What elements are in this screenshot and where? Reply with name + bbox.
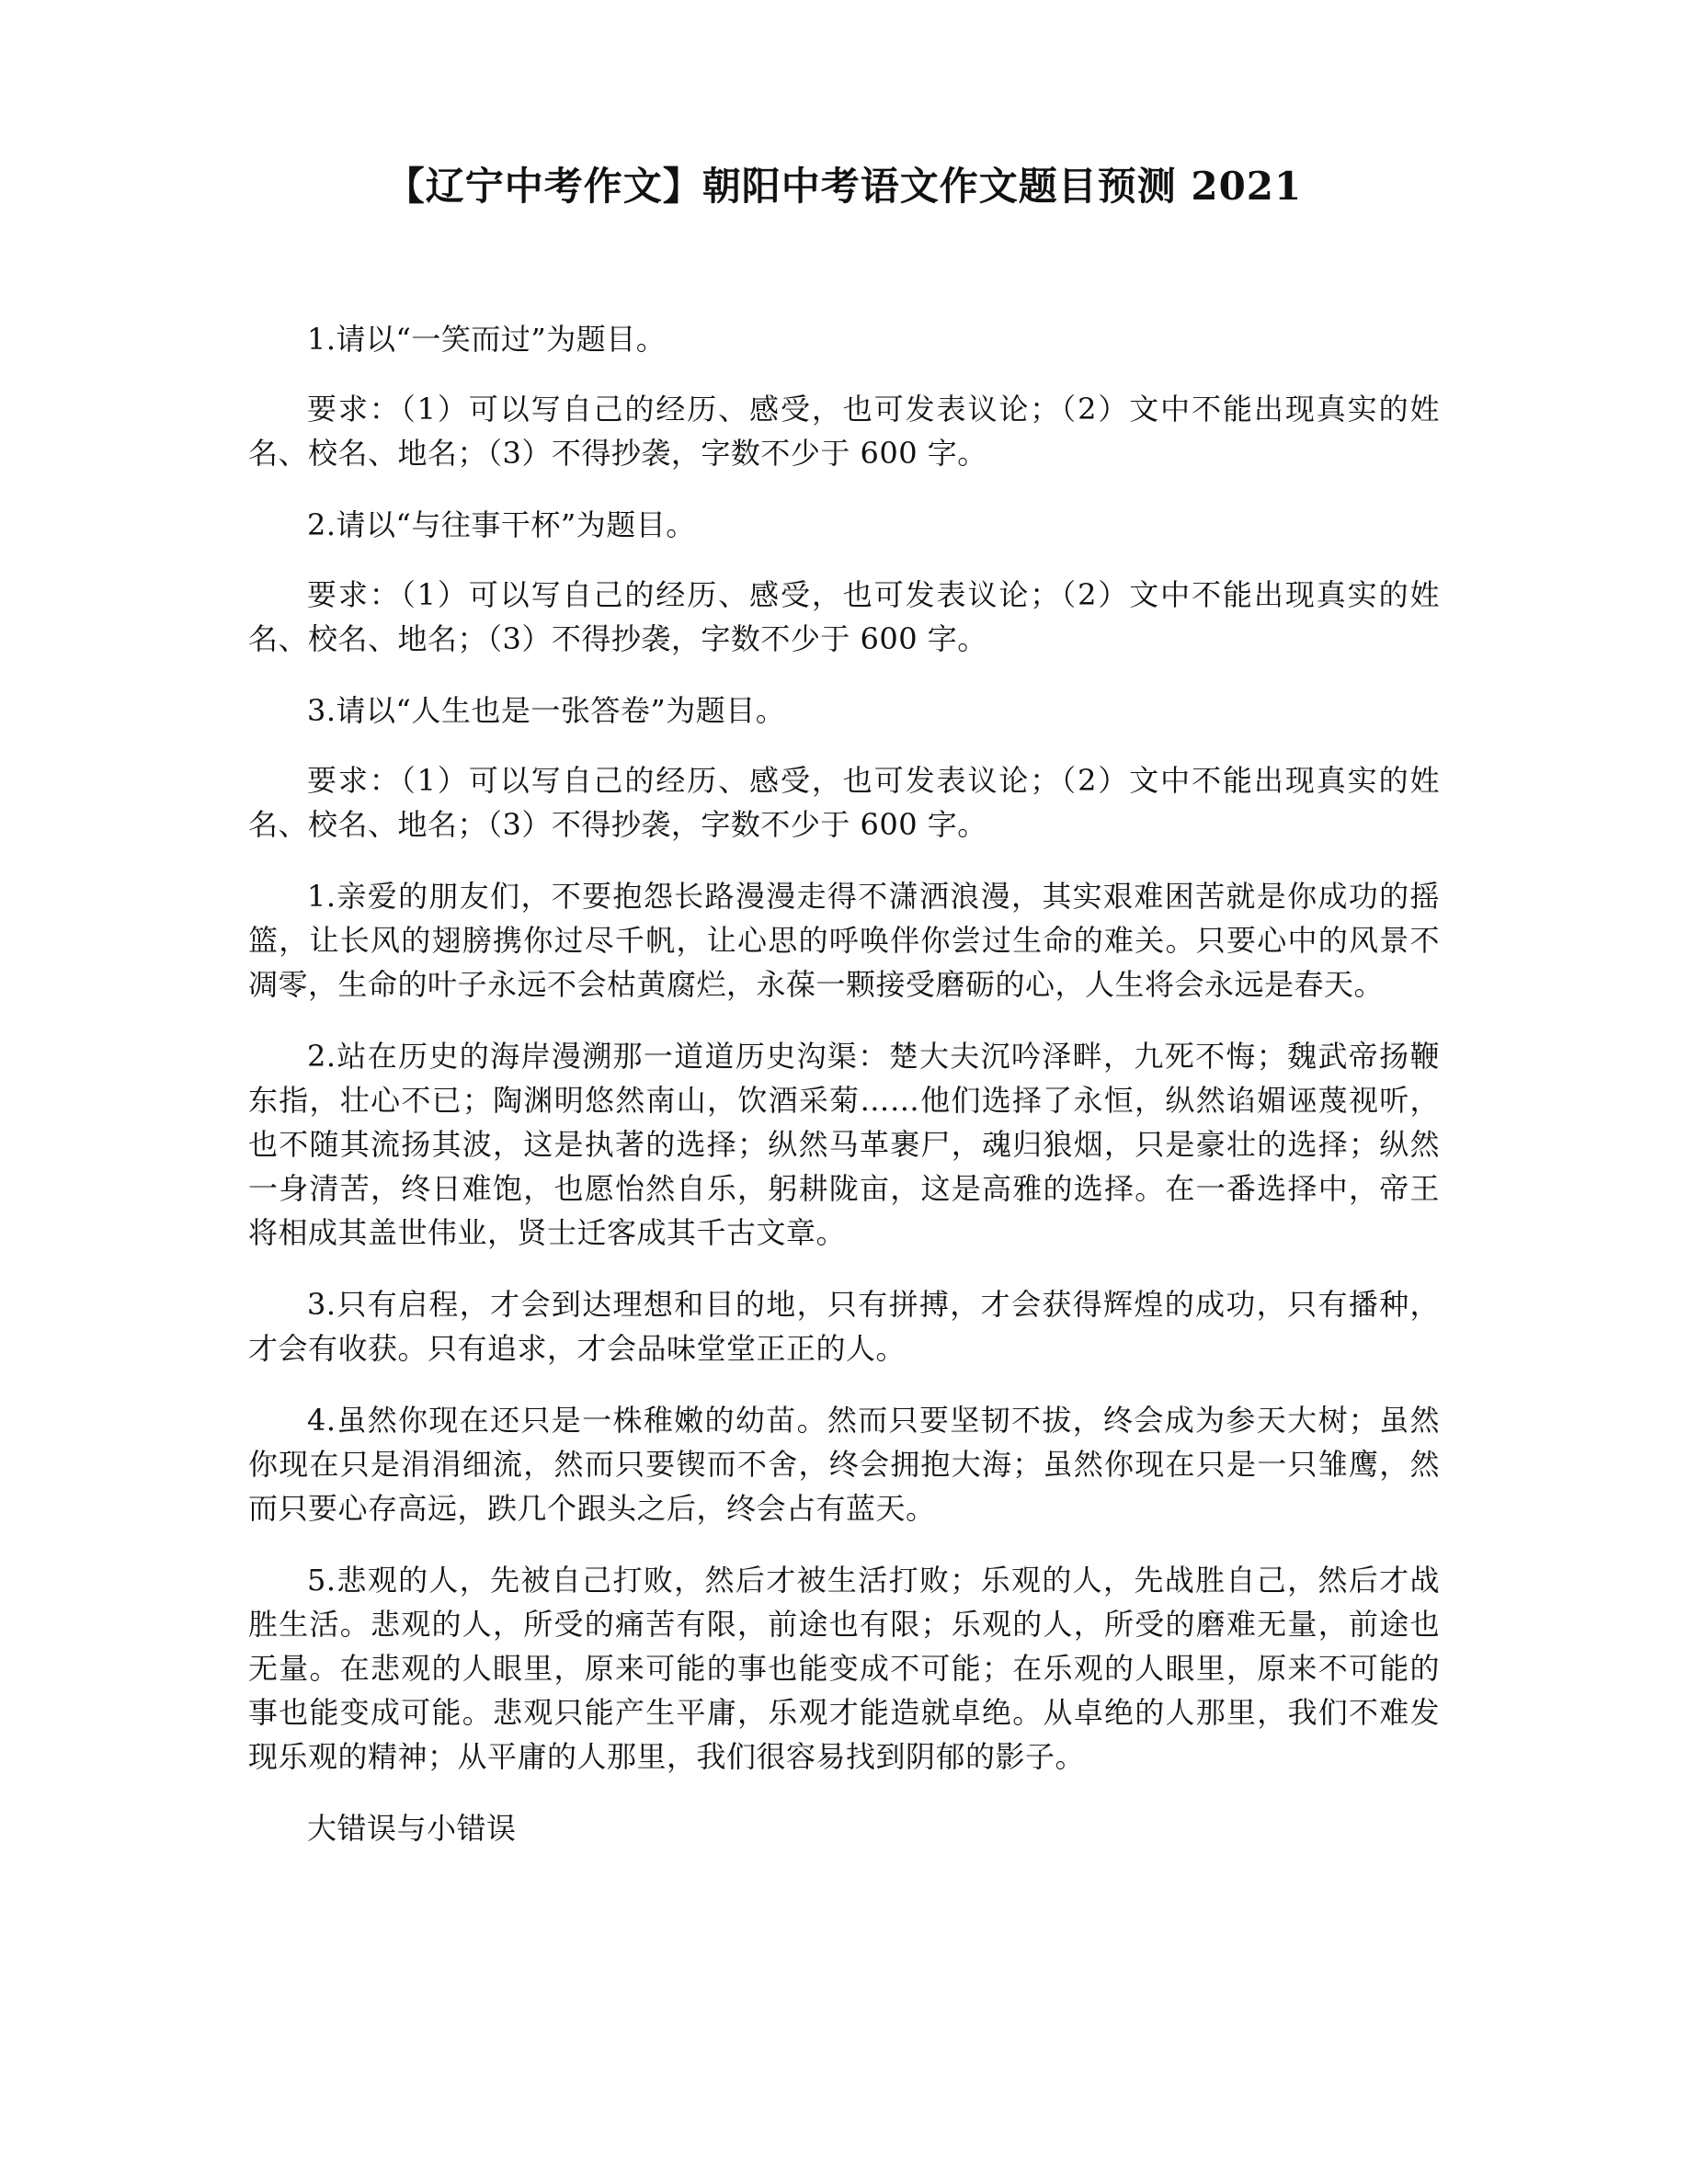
sample-paragraph-2: 2.站在历史的海岸漫溯那一道道历史沟渠：楚大夫沉吟泽畔，九死不悔；魏武帝扬鞭东指，壮心不已；陶渊明悠然南山，饮酒采菊……他们选择了永恒，纵然谄媚诬蔑视听，也不随其流扬其波，这是执著的选择；纵然马革裹尸，魂归狼烟，只是豪壮的选择；纵然一身清苦，终日难饱，也愿怡然自乐，躬耕陇亩，这是高雅的选择。在一番选择中，帝王将相成其盖世伟业，贤士迁客成其千古文章。 [248, 1039, 1440, 1250]
document-body [248, 317, 1440, 1878]
topic-2-prompt: 2.请以“与往事干杯”为题目。 [307, 507, 696, 542]
sample-paragraph-1: 1.亲爱的朋友们，不要抱怨长路漫漫走得不潇洒浪漫，其实艰难困苦就是你成功的摇篮，让长风的翅膀携你过尽千帆，让心思的呼唤伴你尝过生命的难关。只要心中的风景不凋零，生命的叶子永远不会枯黄腐烂，永葆一颗接受磨砺的心，人生将会永远是春天。 [248, 879, 1440, 1002]
document-title: 【辽宁中考作文】朝阳中考语文作文题目预测 2021 [385, 164, 1303, 209]
topic-2-requirements: 要求：（1）可以写自己的经历、感受，也可发表议论；（2）文中不能出现真实的姓名、校名、地名；（3）不得抄袭，字数不少于 600 字。 [248, 577, 1440, 656]
sample-paragraph-5: 5.悲观的人，先被自己打败，然后才被生活打败；乐观的人，先战胜自己，然后才战胜生活。悲观的人，所受的痛苦有限，前途也有限；乐观的人，所受的磨难无量，前途也无量。在悲观的人眼里，原来可能的事也能变成不可能；在乐观的人眼里，原来不可能的事也能变成可能。悲观只能产生平庸，乐观才能造就卓绝。从卓绝的人那里，我们不难发现乐观的精神；从平庸的人那里，我们很容易找到阴郁的影子。 [248, 1563, 1440, 1774]
sample-paragraph-4: 4.虽然你现在还只是一株稚嫩的幼苗。然而只要坚韧不拔，终会成为参天大树；虽然你现在只是涓涓细流，然而只要锲而不舍，终会拥抱大海；虽然你现在只是一只雏鹰，然而只要心存高远，跌几个跟头之后，终会占有蓝天。 [248, 1403, 1440, 1526]
topic-1-requirements: 要求：（1）可以写自己的经历、感受，也可发表议论；（2）文中不能出现真实的姓名、校名、地名；（3）不得抄袭，字数不少于 600 字。 [248, 392, 1440, 471]
topic-3-requirements: 要求：（1）可以写自己的经历、感受，也可发表议论；（2）文中不能出现真实的姓名、校名、地名；（3）不得抄袭，字数不少于 600 字。 [248, 763, 1440, 842]
section-heading: 大错误与小错误 [307, 1811, 517, 1846]
topic-3-prompt: 3.请以“人生也是一张答卷”为题目。 [307, 693, 786, 728]
sample-paragraph-3: 3.只有启程，才会到达理想和目的地，只有拼搏，才会获得辉煌的成功，只有播种，才会有收获。只有追求，才会品味堂堂正正的人。 [248, 1287, 1440, 1366]
topic-1-prompt: 1.请以“一笑而过”为题目。 [307, 322, 667, 357]
